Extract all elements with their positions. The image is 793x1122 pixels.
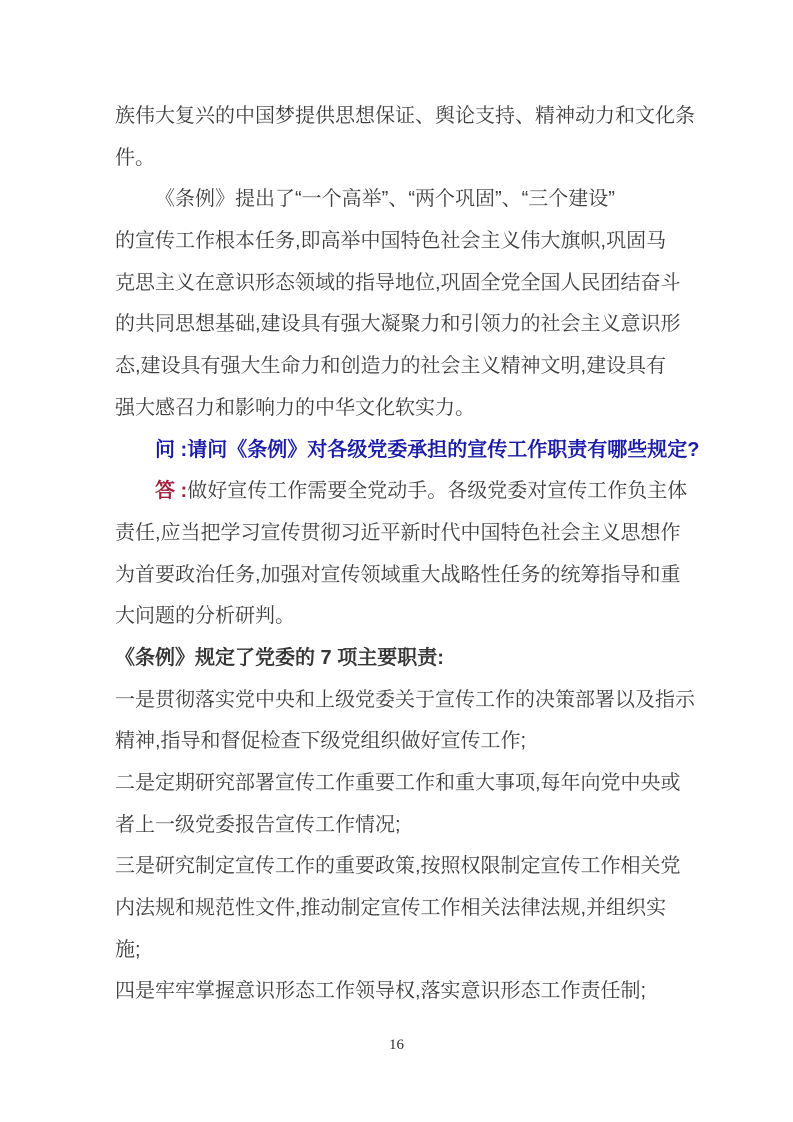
section-heading: 《条例》规定了党委的 7 项主要职责: xyxy=(115,646,444,669)
text-line: 的共同思想基础,建设具有强大凝聚力和引领力的社会主义意识形 xyxy=(115,313,681,336)
answer-label: 答 : xyxy=(155,480,188,503)
text-line: 四是牢牢掌握意识形态工作领导权,落实意识形态工作责任制; xyxy=(115,980,647,1003)
text-line: 族伟大复兴的中国梦提供思想保证、舆论支持、精神动力和文化条 xyxy=(115,105,695,127)
answer-text: 做好宣传工作需要全党动手。各级党委对宣传工作负主体 xyxy=(187,480,688,503)
page-content xyxy=(115,96,700,1013)
text-line: 克思主义在意识形态领域的指导地位,巩固全党全国人民团结奋斗 xyxy=(115,271,681,294)
text-line: 三是研究制定宣传工作的重要政策,按照权限制定宣传工作相关党 xyxy=(115,855,681,878)
answer-first-line xyxy=(115,471,700,513)
text-line: 内法规和规范性文件,推动制定宣传工作相关法律法规,并组织实 xyxy=(115,897,667,920)
text-line: 件。 xyxy=(115,146,155,169)
question-heading: 问 :请问《条例》对各级党委承担的宣传工作职责有哪些规定? xyxy=(155,438,700,461)
text-line: 强大感召力和影响力的中华文化软实力。 xyxy=(115,396,475,419)
page-number: 16 xyxy=(389,1037,404,1053)
text-line: 责任,应当把学习宣传贯彻习近平新时代中国特色社会主义思想作 xyxy=(115,521,681,544)
text-line: 大问题的分析研判。 xyxy=(115,605,295,628)
text-line: 态,建设具有强大生命力和创造力的社会主义精神文明,建设具有 xyxy=(115,355,667,378)
text-line: 者上一级党委报告宣传工作情况; xyxy=(115,813,401,836)
text-line: 一是贯彻落实党中央和上级党委关于宣传工作的决策部署以及指示 xyxy=(115,688,695,711)
text-line: 施; xyxy=(115,938,141,961)
text-line: 的宣传工作根本任务,即高举中国特色社会主义伟大旗帜,巩固马 xyxy=(115,230,667,253)
text-line: 精神,指导和督促检查下级党组织做好宣传工作; xyxy=(115,730,527,753)
text-line: 二是定期研究部署宣传工作重要工作和重大事项,每年向党中央或 xyxy=(115,772,681,794)
text-line: 《条例》提出了“一个高举”、“两个巩固”、“三个建设” xyxy=(155,188,615,211)
text-line: 为首要政治任务,加强对宣传领域重大战略性任务的统筹指导和重 xyxy=(115,563,681,586)
